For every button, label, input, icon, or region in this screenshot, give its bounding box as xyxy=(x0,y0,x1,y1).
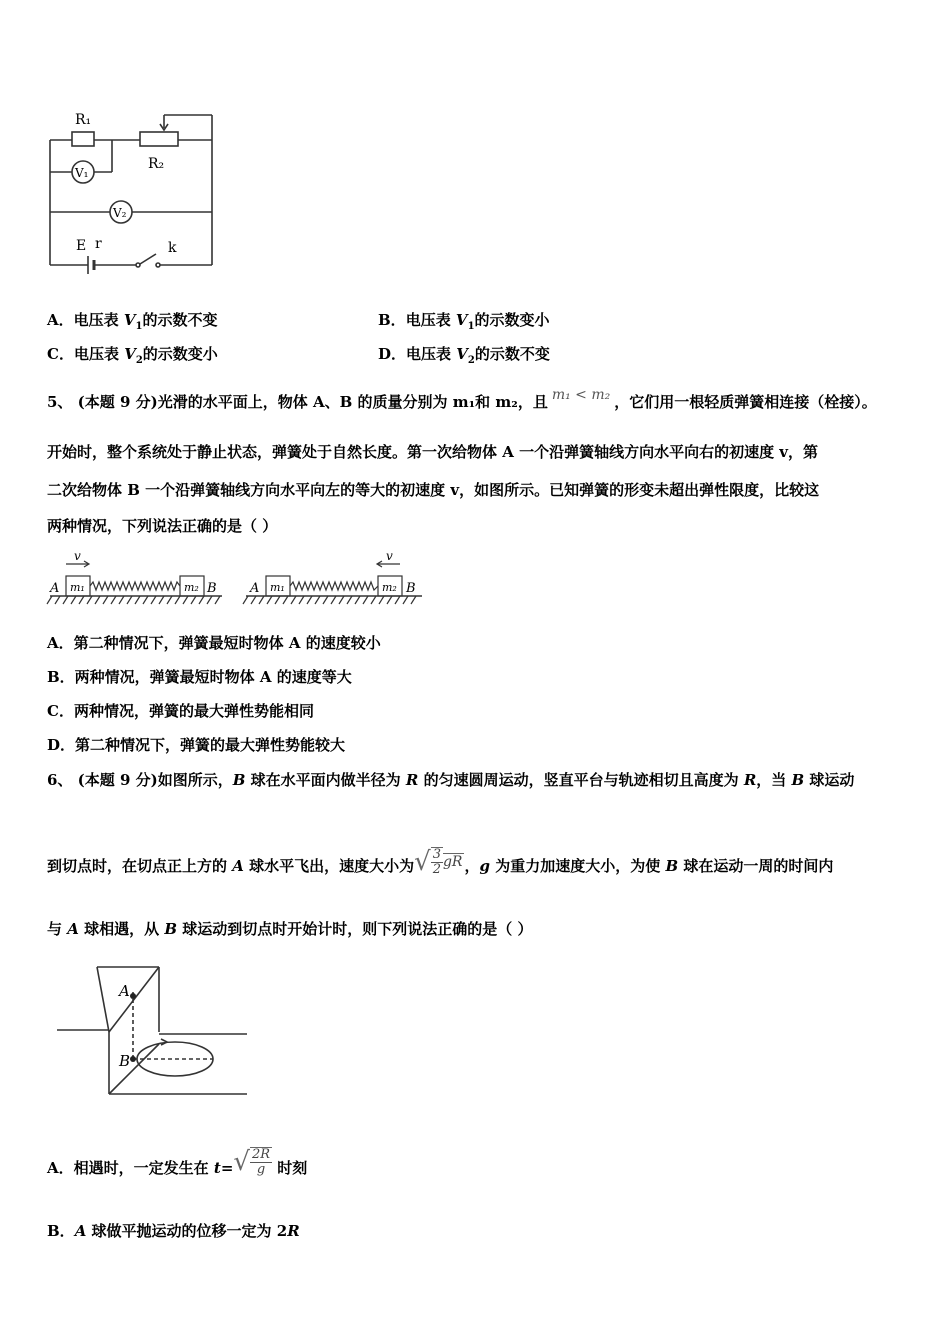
right-m1-label: m₁ xyxy=(270,581,285,594)
q5-option-c: C．两种情况，弹簧的最大弹性势能相同 xyxy=(47,702,314,720)
speed-formula: √ $\frac{3}{2}$ gR xyxy=(414,846,463,877)
ball-b-label: B xyxy=(119,1052,131,1070)
r1-label: R₁ xyxy=(75,112,92,128)
left-b-label: B xyxy=(207,581,217,596)
mass-inequality: m₁ < m₂ xyxy=(551,387,611,403)
q6-option-a: A．相遇时，一定发生在 t=√ $\frac{2R}{g}$ 时刻 xyxy=(47,1140,307,1198)
platform-figure xyxy=(55,962,251,1098)
q6-stem-line-3: 与 A 球相遇，从 B 球运动到切点时开始计时，则下列说法正确的是（ ） xyxy=(47,920,533,938)
left-m2-label: m₂ xyxy=(184,581,199,594)
q4-option-c: C．电压表 $V_2$的示数变小 xyxy=(47,345,218,366)
q4-option-d: D．电压表 $V_2$的示数不变 xyxy=(378,345,550,366)
r2-label: R₂ xyxy=(148,156,165,172)
switch-label: k xyxy=(168,240,177,256)
time-formula: √ $\frac{2R}{g}$ xyxy=(233,1146,271,1177)
spring-figure xyxy=(44,548,434,610)
left-v-label: v xyxy=(74,549,81,563)
emf-label: E xyxy=(76,238,87,254)
q6-stem-line-1: 6、 (本题 9 分)如图所示，B 球在水平面内做半径为 R 的匀速圆周运动，竖直平台与轨迹相切且高度为 R，当 B 球运动 xyxy=(47,771,855,789)
left-a-label: A xyxy=(50,581,60,596)
q5-option-d: D．第二种情况下，弹簧的最大弹性势能较大 xyxy=(47,736,346,754)
v2-label: V₂ xyxy=(113,206,127,220)
q5-option-b: B．两种情况，弹簧最短时物体 A 的速度等大 xyxy=(47,668,352,686)
v1-label: V₁ xyxy=(75,166,89,180)
right-a-label: A xyxy=(250,581,260,596)
q5-option-a: A．第二种情况下，弹簧最短时物体 A 的速度较小 xyxy=(47,634,381,652)
circuit-diagram xyxy=(40,100,230,280)
right-v-label: v xyxy=(386,549,393,563)
q4-option-b: B．电压表 $V_1$的示数变小 xyxy=(378,311,550,332)
right-m2-label: m₂ xyxy=(382,581,397,594)
q5-stem-line-2: 开始时，整个系统处于静止状态，弹簧处于自然长度。第一次给物体 A 一个沿弹簧轴线方向水平向右的初速度 v，第 xyxy=(47,443,819,461)
q6-stem-line-2: 到切点时，在切点正上方的 A 球水平飞出，速度大小为√ $\frac{3}{2}$ gR ，g 为重力加速度大小，为使 B 球在运动一周的时间内 xyxy=(47,846,833,888)
q5-stem-line-3: 二次给物体 B 一个沿弹簧轴线方向水平向左的等大的初速度 v，如图所示。已知弹簧的形变未超出弹性限度，比较这 xyxy=(47,481,820,499)
q5-stem-line-1: 5、 (本题 9 分)光滑的水平面上，物体 A、B 的质量分别为 m₁和 m₂，且 m₁ < m₂ ，它们用一根轻质弹簧相连接（栓接）。 xyxy=(47,387,877,411)
internal-r-label: r xyxy=(95,236,102,252)
ball-a-label: A xyxy=(119,982,130,1000)
q5-stem-line-4: 两种情况，下列说法正确的是（ ） xyxy=(47,517,278,535)
left-m1-label: m₁ xyxy=(70,581,85,594)
q6-option-b: B．A 球做平抛运动的位移一定为 2R xyxy=(47,1222,300,1240)
right-b-label: B xyxy=(406,581,416,596)
q4-option-a: A．电压表 $V_1$的示数不变 xyxy=(47,311,218,332)
